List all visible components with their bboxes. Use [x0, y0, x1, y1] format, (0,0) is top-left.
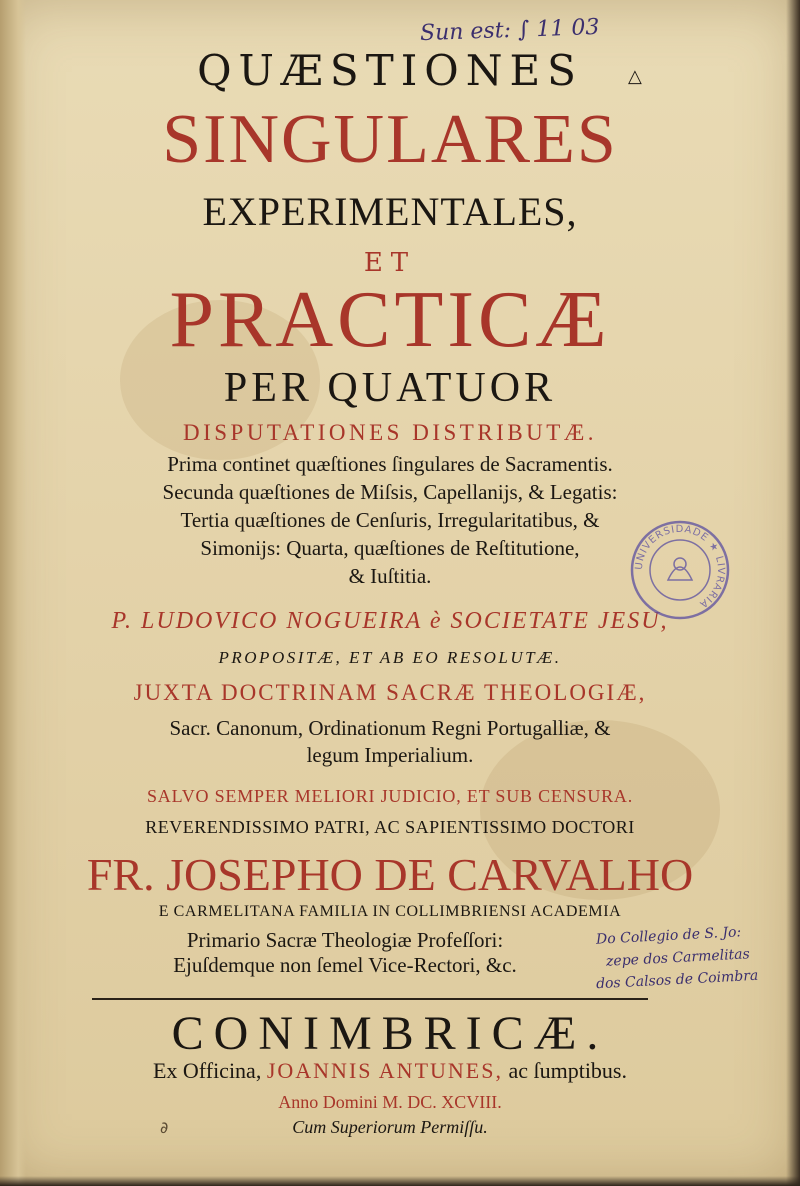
title-line-disputationes: DISPUTATIONES DISTRIBUTÆ.: [182, 420, 598, 445]
contents-line-iustitia: & Iuſtitia.: [348, 564, 432, 588]
doctrine-heading: JUXTA DOCTRINAM SACRÆ THEOLOGIÆ,: [133, 680, 647, 705]
title-line-experimentales: EXPERIMENTALES,: [202, 189, 578, 234]
doctrine-line-legum: legum Imperialium.: [306, 743, 474, 767]
title-line-practicae: PRACTICÆ: [169, 276, 611, 364]
imprint-printer: JOANNIS ANTUNES,: [266, 1058, 503, 1083]
author-line: P. LUDOVICO NOGUEIRA è SOCIETATE JESU,: [111, 608, 669, 634]
proposed-line: PROPOSITÆ, ET AB EO RESOLUTÆ.: [218, 648, 562, 667]
contents-line-quarta: Simonijs: Quarta, quæſtiones de Reſtitutione,: [200, 536, 580, 560]
imprint-office-prefix: Ex Officina,: [152, 1058, 262, 1083]
contents-line-tertia: Tertia quæſtiones de Cenſuris, Irregularitatibus, &: [180, 508, 600, 532]
binding-edge: [786, 0, 800, 1186]
shelfmark-handwriting: Sun est: ∫ 11 03: [419, 14, 600, 47]
imprint-office: [40, 1058, 740, 1084]
dedicatee-name: FR. JOSEPHO DE CARVALHO: [86, 849, 694, 900]
margin-mark-icon: ∂: [160, 1118, 169, 1137]
title-line-singulares: SINGULARES: [162, 101, 618, 178]
dedication-line-vice-rectori: Ejuſdemque non ſemel Vice-Rectori, &c.: [173, 953, 517, 977]
triangle-ornament-icon: △: [628, 66, 642, 87]
imprint-permission: Cum Superiorum Permiſſu.: [292, 1117, 488, 1137]
horizontal-rule: [92, 998, 648, 1000]
page-spine: [0, 0, 26, 1186]
contents-line-secunda: Secunda quæſtiones de Miſsis, Capellanijs, & Legatis:: [162, 480, 618, 504]
stamp-text: UNIVERSIDADE ★ LIVRARIA: [633, 523, 727, 610]
imprint-office-suffix: ac ſumptibus.: [508, 1058, 627, 1083]
title-line-et: ET: [363, 248, 417, 278]
library-stamp-icon: [628, 518, 732, 622]
doctrine-line-canonum: Sacr. Canonum, Ordinationum Regni Portugalliæ, &: [169, 716, 611, 740]
contents-line-prima: Prima continet quæſtiones ſingulares de Sacramentis.: [167, 452, 613, 476]
imprint-year: Anno Domini M. DC. XCVIII.: [278, 1092, 502, 1112]
margin-handwriting-line2: zepe dos Carmelitas: [605, 946, 751, 970]
title-line-per-quatuor: PER QUATUOR: [223, 365, 557, 411]
dedication-line-carmelitana: E CARMELITANA FAMILIA IN COLLIMBRIENSI ACADEMIA: [158, 903, 622, 920]
title-line-questiones: QUÆSTIONES: [197, 46, 583, 95]
margin-handwriting-line1: Do Collegio de S. Jo:: [595, 924, 742, 948]
imprint-city: CONIMBRICÆ.: [171, 1007, 609, 1060]
margin-handwriting-line3: dos Calsos de Coimbra: [595, 967, 759, 993]
censure-line: SALVO SEMPER MELIORI JUDICIO, ET SUB CENSURA.: [146, 786, 634, 806]
dedication-line-primario: Primario Sacræ Theologiæ Profeſſori:: [186, 928, 504, 952]
dedication-line-reverendissimo: REVERENDISSIMO PATRI, AC SAPIENTISSIMO DOCTORI: [145, 817, 635, 837]
